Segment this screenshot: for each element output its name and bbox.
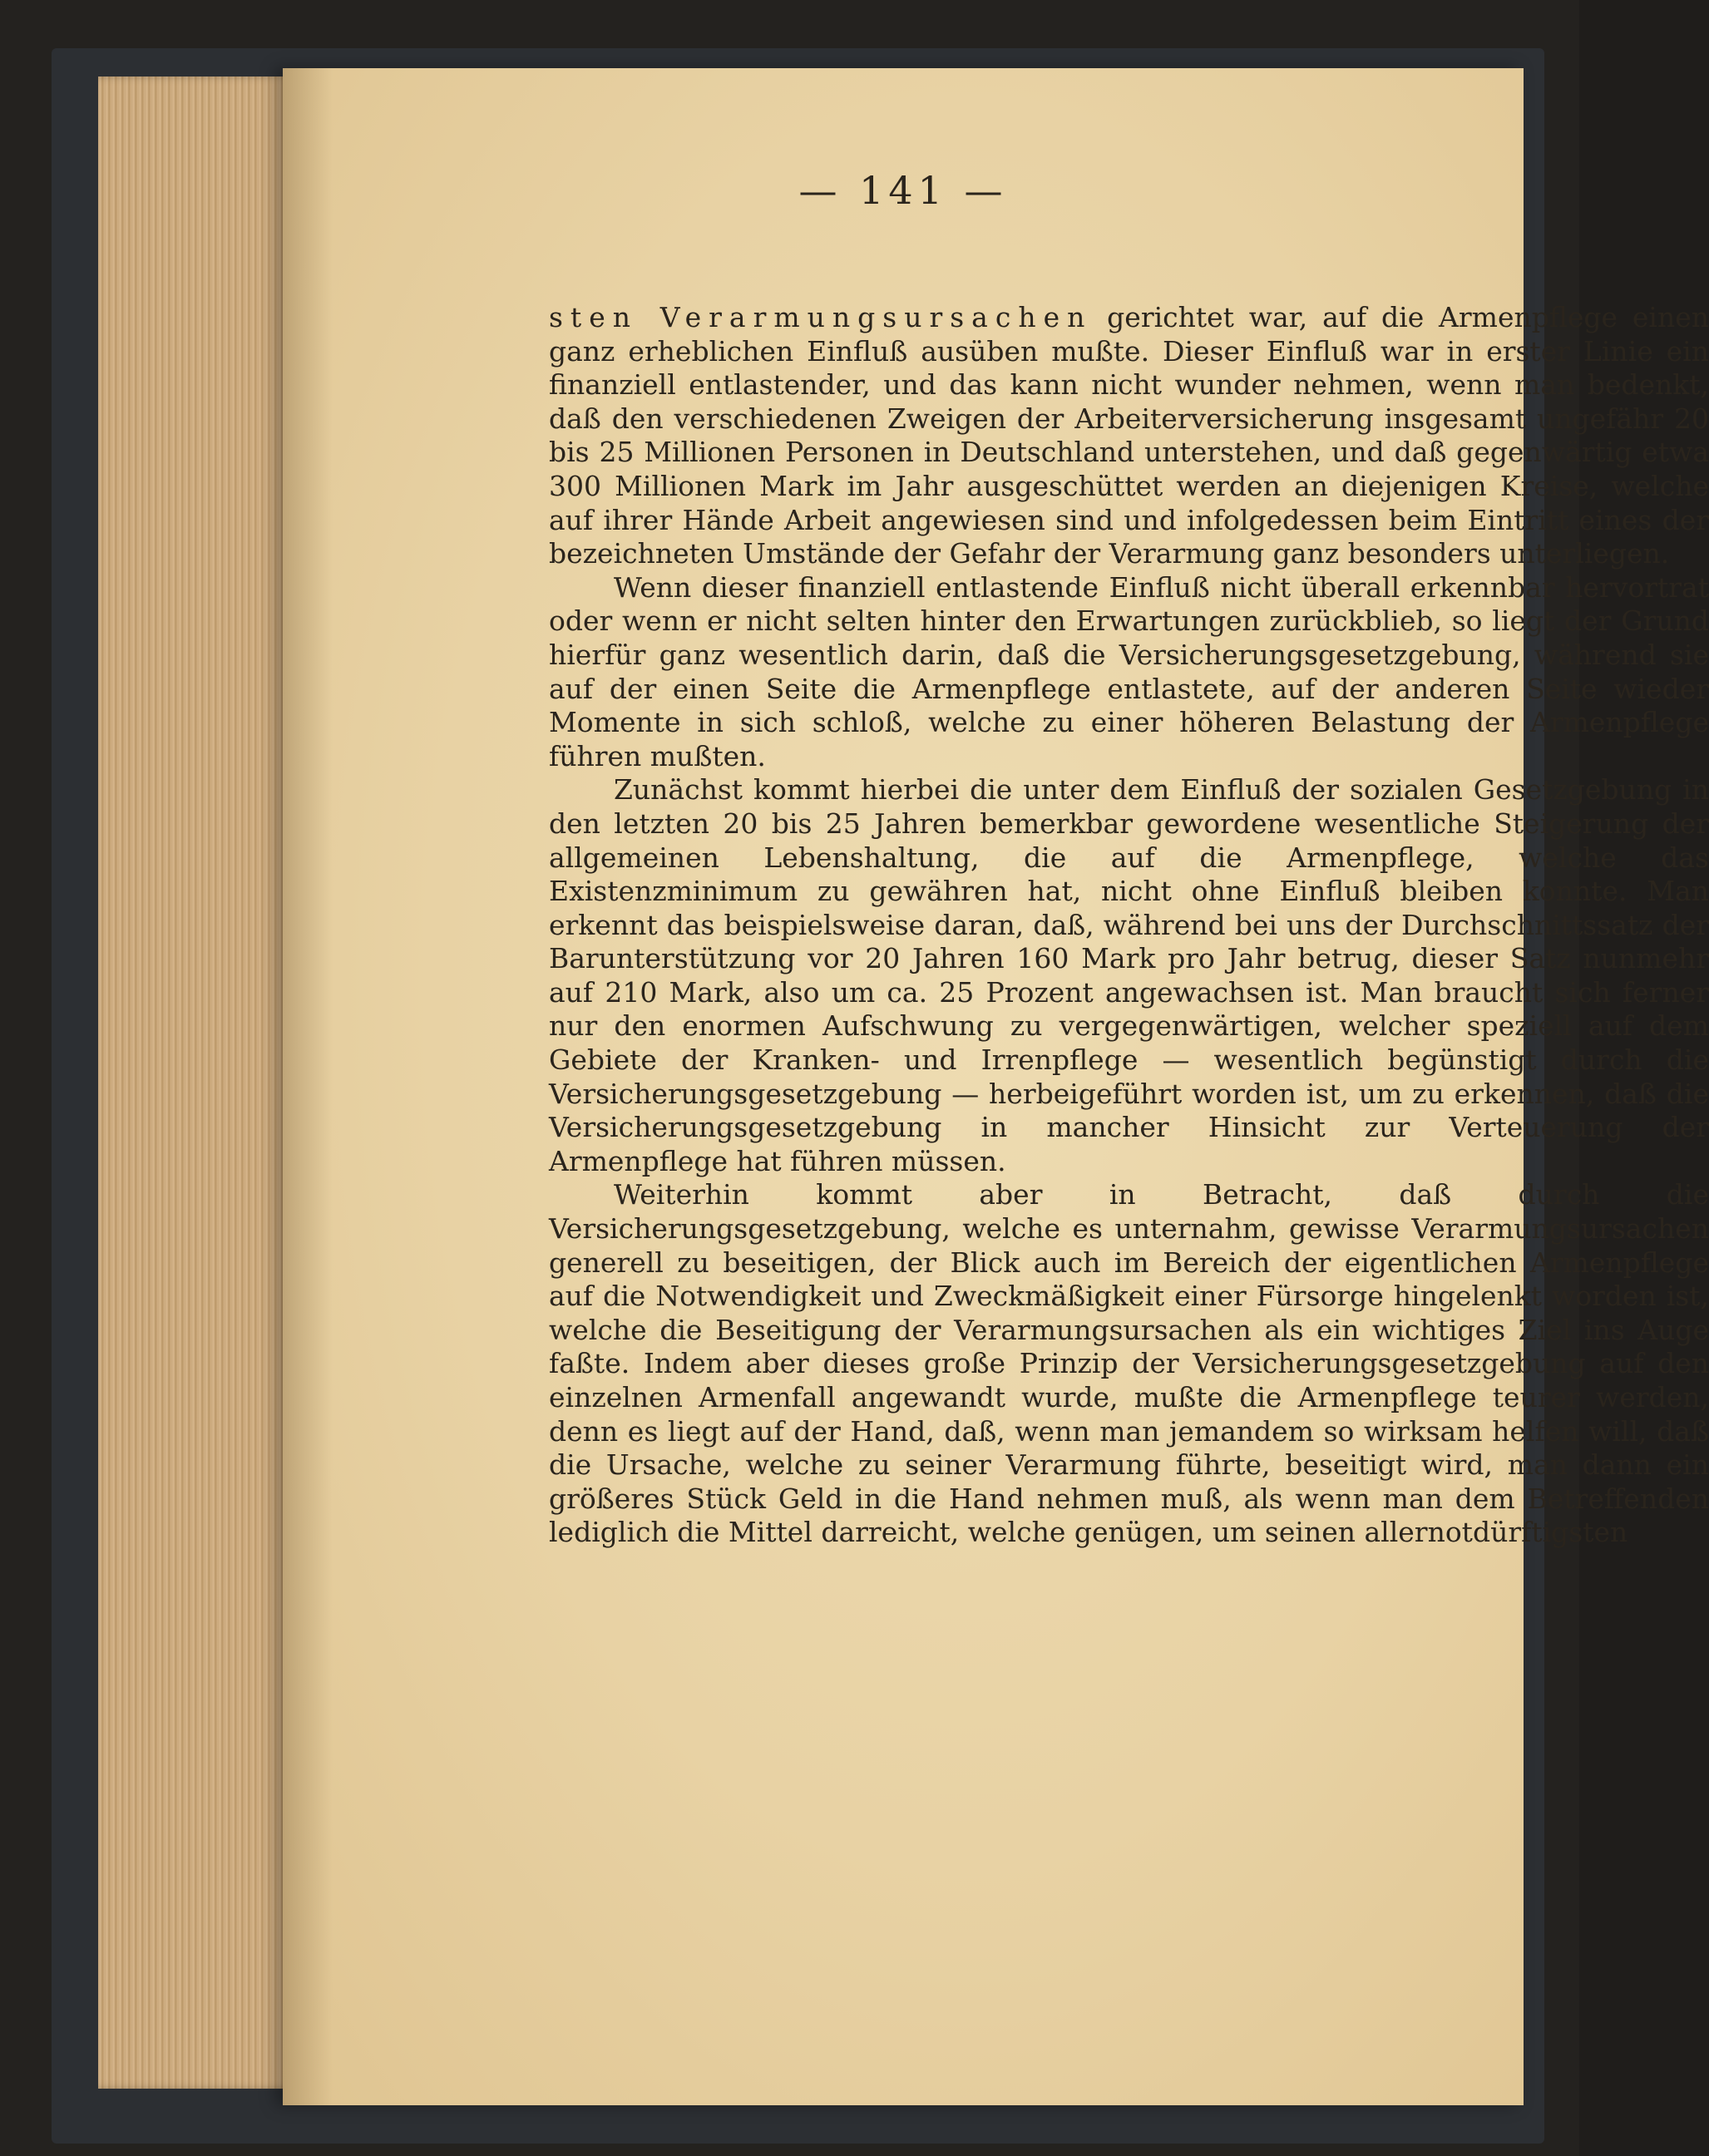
paragraph-1-text: gerichtet war, auf die Armenpflege einen ganz erheblichen Einfluß ausüben mußte. Dieser Einfluß war in erster Linie ein finanziell entlastender, und das kann nicht wunder nehmen, wenn man bedenkt, daß den verschiedenen Zweigen der Arbeiterversicherung insgesamt ungefähr 20 bis 25 Millionen Personen in Deutschland unterstehen, und daß gegenwärtig etwa 300 Millionen Mark im Jahr ausgeschüttet werden an diejenigen Kreise, welche auf ihrer Hände Arbeit angewiesen sind und infolgedessen beim Eintritt eines der bezeichneten Umstände der Gefahr der Verarmung ganz besonders unterliegen. xyxy=(549,301,1709,570)
page-number-header: — 141 — xyxy=(798,168,1008,213)
page-edges-stack xyxy=(98,76,298,2089)
gutter-shadow xyxy=(283,68,333,2105)
paragraph-2: Wenn dieser finanziell entlastende Einfluß nicht überall erkennbar hervortrat oder wenn er nicht selten hinter den Erwartungen zurückblieb, so liegt der Grund hierfür ganz wesentlich darin, daß die Versicherungsgesetzgebung, während sie auf der einen Seite die Armenpflege entlastete, auf der anderen Seite wieder Momente in sich schloß, welche zu einer höheren Belastung der Armenpflege führen mußten. xyxy=(549,570,1709,772)
paragraph-3: Zunächst kommt hierbei die unter dem Einfluß der sozialen Gesetzgebung in den letzten 20 bis 25 Jahren bemerkbar gewordene wesentliche Steigerung der allgemeinen Lebenshaltung, die auf die Armenpflege, welche das Existenzminimum zu gewähren hat, nicht ohne Einfluß bleiben konnte. Man erkennt das beispielsweise daran, daß, während bei uns der Durchschnittssatz der Barunterstützung vor 20 Jahren 160 Mark pro Jahr betrug, dieser Satz nunmehr auf 210 Mark, also um ca. 25 Prozent angewachsen ist. Man braucht sich ferner nur den enormen Aufschwung zu vergegenwärtigen, welcher speziell auf dem Gebiete der Kranken- und Irrenpflege — wesentlich begünstigt durch die Versicherungsgesetzgebung — herbeigeführt worden ist, um zu erkennen, daß die Versicherungsgesetzgebung in mancher Hinsicht zur Verteuerung der Armenpflege hat führen müssen. xyxy=(549,773,1709,1177)
spaced-lead-words: sten Verarmungsursachen xyxy=(549,301,1093,333)
paragraph-1 xyxy=(549,301,1709,571)
page-body xyxy=(549,301,1709,1550)
book-page xyxy=(283,68,1709,2105)
paragraph-4: Weiterhin kommt aber in Betracht, daß durch die Versicherungsgesetzgebung, welche es unternahm, gewisse Verarmungsursachen generell zu beseitigen, der Blick auch im Bereich der eigentlichen Armenpflege auf die Notwendigkeit und Zweckmäßigkeit einer Fürsorge hingelenkt worden ist, welche die Beseitigung der Verarmungsursachen als ein wichtiges Ziel ins Auge faßte. Indem aber dieses große Prinzip der Versicherungsgesetzgebung auf den einzelnen Armenfall angewandt wurde, mußte die Armenpflege teurer werden, denn es liegt auf der Hand, daß, wenn man jemandem so wirksam helfen will, daß die Ursache, welche zu seiner Verarmung führte, beseitigt wird, man dann ein größeres Stück Geld in die Hand nehmen muß, als wenn man dem Betreffenden lediglich die Mittel darreicht, welche genügen, um seinen allernotdürftigsten xyxy=(549,1178,1709,1549)
